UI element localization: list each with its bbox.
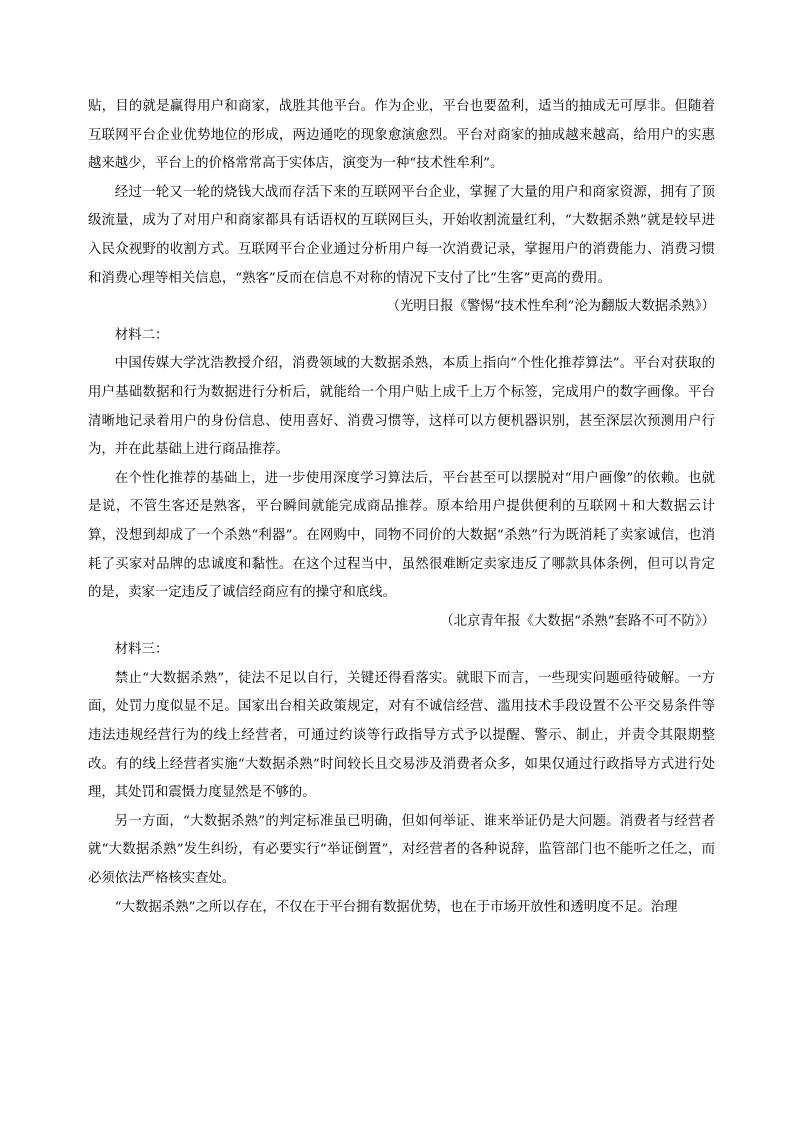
- paragraph: 在个性化推荐的基础上，进一步使用深度学习算法后，平台甚至可以摆脱对“用户画像”的依赖。也就是说，不管生客还是熟客，平台瞬间就能完成商品推荐。原本给用户提供便利的互联网＋和大数据云计算，没想到却成了一个杀熟“利器”。在网购中，同物不同价的大数据“杀熟”行为既消耗了卖家诚信，也消耗了买家对品牌的忠诚度和黏性。在这个过程当中，虽然很难断定卖家违反了哪款具体条例，但可以肯定的是，卖家一定违反了诚信经商应有的操守和底线。: [88, 470, 715, 601]
- paragraph: 经过一轮又一轮的烧钱大战而存活下来的互联网平台企业，掌握了大量的用户和商家资源，拥有了顶级流量，成为了对用户和商家都具有话语权的互联网巨头，开始收割流量红利，“大数据杀熟”就是较早进入民众视野的收割方式。互联网平台企业通过分析用户每一次消费记录，掌握用户的消费能力、消费习惯和消费心理等相关信息，“熟客”反而在信息不对称的情况下支付了比“生客”更高的费用。: [88, 184, 715, 286]
- document-body: [88, 93, 715, 922]
- paragraph: 另一方面，“大数据杀熟”的判定标准虽已明确，但如何举证、谁来举证仍是大问题。消费者与经营者就“大数据杀熟”发生纠纷，有必要实行“举证倒置”，对经营者的各种说辞，监管部门也不能听之任之，而必须依法严格核实查处。: [88, 813, 715, 887]
- paragraph: “大数据杀熟”之所以存在，不仅在于平台拥有数据优势，也在于市场开放性和透明度不足。治理: [114, 899, 678, 915]
- source-citation: （北京青年报《大数据“杀熟”套路不可不防》）: [440, 613, 715, 629]
- paragraph-continued: 贴，目的就是赢得用户和商家，战胜其他平台。作为企业，平台也要盈利，适当的抽成无可厚非。但随着互联网平台企业优势地位的形成，两边通吃的现象愈演愈烈。平台对商家的抽成越来越高，给用户的实惠越来越少，平台上的价格常常高于实体店，演变为一种“技术性牟利”。: [88, 99, 715, 172]
- source-citation: （光明日报《警惕“技术性牟利”沦为翻版大数据杀熟》）: [386, 299, 715, 315]
- section-heading: 材料二：: [114, 327, 169, 343]
- section-heading: 材料三：: [114, 642, 169, 658]
- paragraph: 中国传媒大学沈浩教授介绍，消费领域的大数据杀熟，本质上指向“个性化推荐算法”。平台对获取的用户基础数据和行为数据进行分析后，就能给一个用户贴上成千上万个标签，完成用户的数字画像。平台清晰地记录着用户的身份信息、使用喜好、消费习惯等，这样可以方便机器识别，甚至深层次预测用户行为，并在此基础上进行商品推荐。: [88, 356, 715, 458]
- paragraph: 禁止“大数据杀熟”，徒法不足以自行，关键还得看落实。就眼下而言，一些现实问题亟待破解。一方面，处罚力度似显不足。国家出台相关政策规定，对有不诚信经营、滥用技术手段设置不公平交易条件等违法违规经营行为的线上经营者，可通过约谈等行政指导方式予以提醒、警示、制止，并责令其限期整改。有的线上经营者实施“大数据杀熟”时间较长且交易涉及消费者众多，如果仅通过行政指导方式进行处理，其处罚和震慑力度显然是不够的。: [88, 670, 715, 801]
